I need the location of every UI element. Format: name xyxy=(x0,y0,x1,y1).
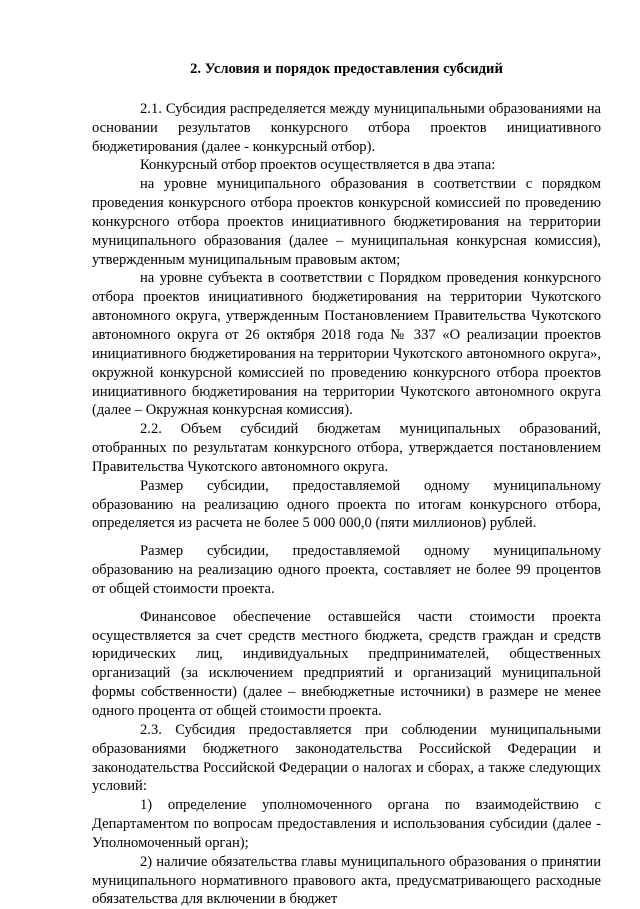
paragraph-2-1: 2.1. Субсидия распределяется между муниципальными образованиями на основании результатов конкурсного отбора проектов инициативного бюджетирования (далее - конкурсный отбор). xyxy=(92,100,601,155)
paragraph-2-2: 2.2. Объем субсидий бюджетам муниципальных образований, отобранных по результатам конкурсного отбора, утверждается постановлением Правительства Чукотского автономного округа. xyxy=(92,421,601,475)
paragraph-2-3: 2.3. Субсидия предоставляется при соблюдении муниципальными образованиями бюджетного законодательства Российской Федерации и законодательства Российской Федерации о налогах и сборах, а также следующих условий: xyxy=(92,721,601,795)
section-heading: 2. Условия и порядок предоставления субсидий xyxy=(190,61,503,77)
paragraph-condition-2: 2) наличие обязательства главы муниципального образования о принятии муниципального нормативного правового акта, предусматривающего расходные обязательства для включении в бюджет xyxy=(92,853,601,908)
paragraph-subject-level: на уровне субъекта в соответствии с Порядком проведения конкурсного отбора проектов инициативного бюджетирования на территории Чукотского автономного округа, утвержденным Постановлением Правительства Чукотского автономного округа от 26 октября 2018 года № 337 «О реализации проектов инициативного бюджетирования на территории Чукотского автономного округа», окружной конкурсной комиссией по проведению конкурсного отбора проектов инициативного бюджетирования на территории Чукотского автономного округа (далее – Окружная конкурсная комиссия). xyxy=(92,270,601,419)
paragraph-condition-1: 1) определение уполномоченного органа по взаимодействию с Департаментом по вопросам предоставления и использования субсидии (далее - Уполномоченный орган); xyxy=(92,797,601,851)
paragraph-subsidy-size-limit: Размер субсидии, предоставляемой одному муниципальному образованию на реализацию одного проекта по итогам конкурсного отбора, определяется из расчета не более 5 000 000,0 (пяти миллионов) рублей. xyxy=(92,477,601,532)
paragraph-financing: Финансовое обеспечение оставшейся части стоимости проекта осуществляется за счет средств местного бюджета, средств граждан и средств юридических лиц, индивидуальных предпринимателей, общественных организаций (за исключением предприятий и организаций муниципальной формы собственности) (далее – внебюджетные источники) в размере не менее одного процента от общей стоимости проекта. xyxy=(92,608,601,719)
paragraph-subsidy-percent: Размер субсидии, предоставляемой одному муниципальному образованию на реализацию одного проекта, составляет не более 99 процентов от общей стоимости проекта. xyxy=(92,543,601,597)
document-page xyxy=(92,60,601,909)
paragraph-stages-intro: Конкурсный отбор проектов осуществляется в два этапа: xyxy=(140,157,496,174)
paragraph-municipal-level: на уровне муниципального образования в соответствии с порядком проведения конкурсного отбора проектов конкурсной комиссией по проведению конкурсного отбора проектов инициативного бюджетирования на территории муниципального образования (далее – муниципальная конкурсная комиссия), утвержденным муниципальным правовым актом; xyxy=(92,176,601,268)
